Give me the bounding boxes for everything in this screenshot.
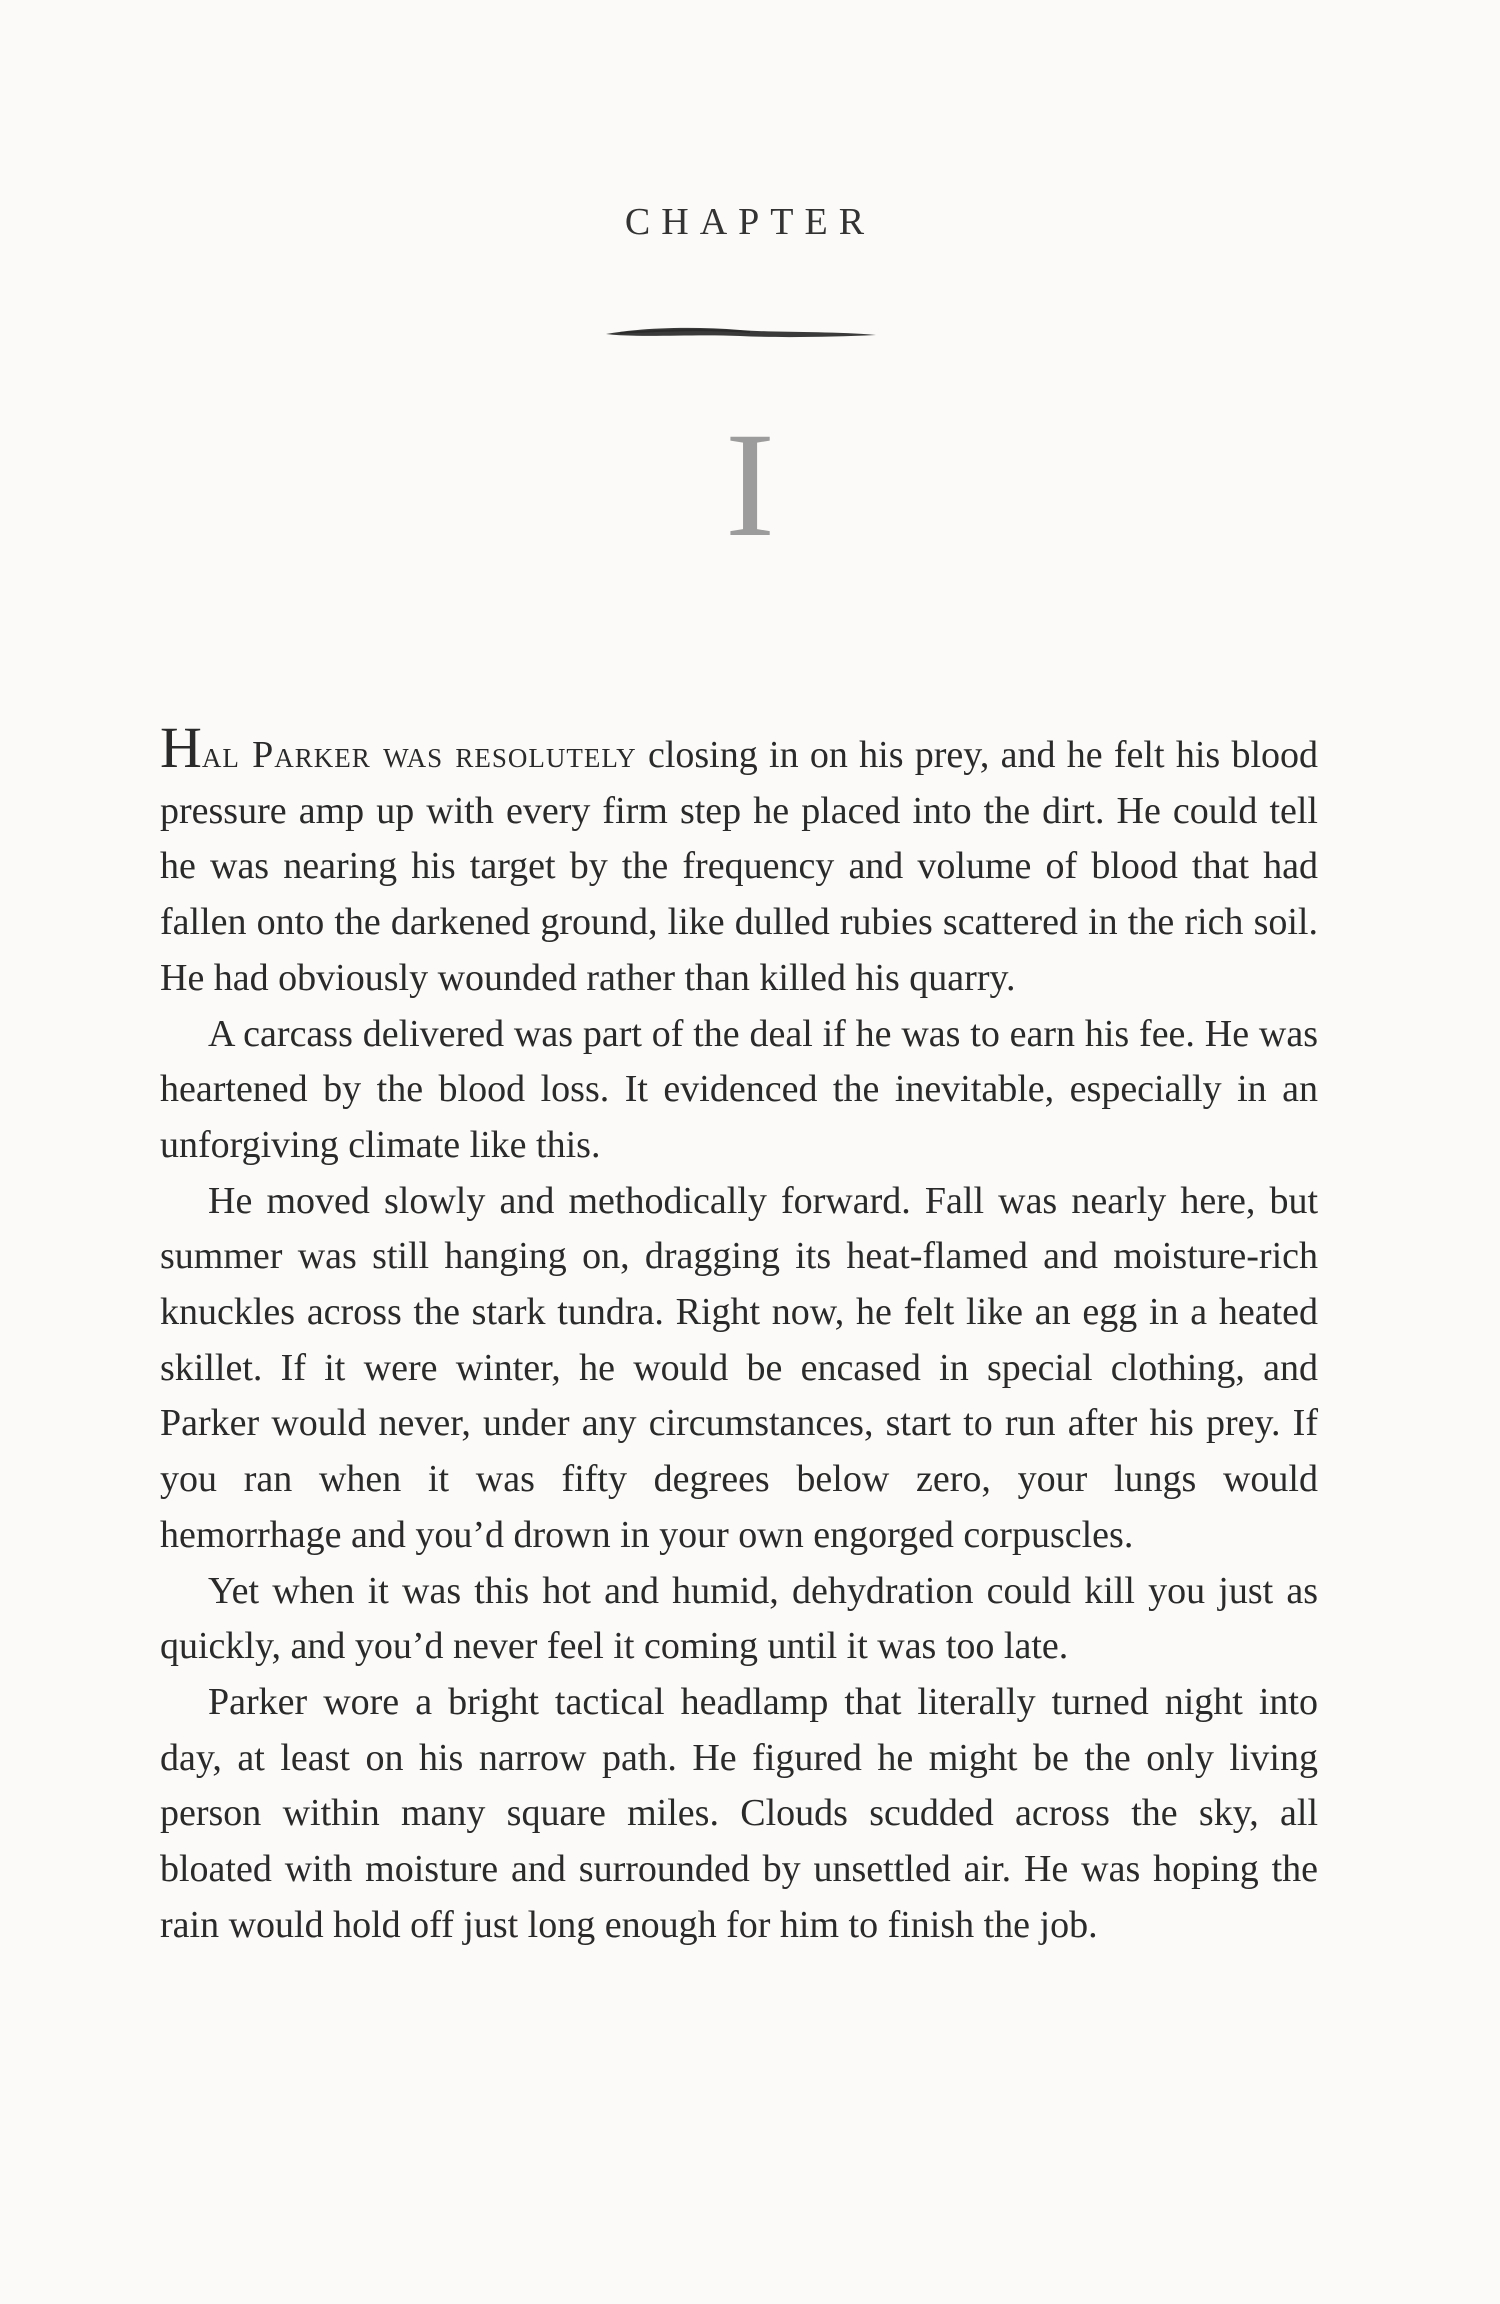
paragraph: A carcass delivered was part of the deal if he was to earn his fee. He was heartened by the blood loss. It evidenced the inevitable, especially in an unforgiving climate like this. [160,1012,1318,1166]
paragraph: He moved slowly and methodically forward. Fall was nearly here, but summer was still hanging on, dragging its heat-flamed and moisture-rich knuckles across the stark tundra. Right now, he felt like an egg in a heated skillet. If it were winter, he would be encased in special clothing, and Parker would never, under any circumstances, start to run after his prey. If you ran when it was fifty degrees below zero, your lungs would hemorrhage and you’d drown in your own engorged corpuscles. [160,1179,1318,1556]
paragraph: Yet when it was this hot and humid, dehydration could kill you just as quickly, and you’d never feel it coming until it was too late. [160,1569,1318,1668]
chapter-ornament [600,318,880,348]
initial-letter: H [160,715,202,780]
paragraph-text: closing in on his prey, and he felt his blood pressure amp up with every firm step he placed into the dirt. He could tell he was nearing his target by the frequency and volume of blood that had fallen onto the darkened ground, like dulled rubies scattered in the rich soil. He had obviously wounded rather than killed his quarry. [160,734,1319,999]
chapter-body [160,715,1319,1953]
chapter-label: CHAPTER [624,201,876,243]
paragraph: Parker wore a bright tactical headlamp that literally turned night into day, at least on his narrow path. He figured he might be the only living person within many square miles. Clouds scudded across the sky, all bloated with moisture and surrounded by unsettled air. He was hoping the rain would hold off just long enough for him to finish the job. [160,1680,1318,1946]
opening-small-caps: al Parker was resolutely [201,734,637,776]
paragraph [160,715,1319,1007]
chapter-numeral: I [725,402,775,568]
